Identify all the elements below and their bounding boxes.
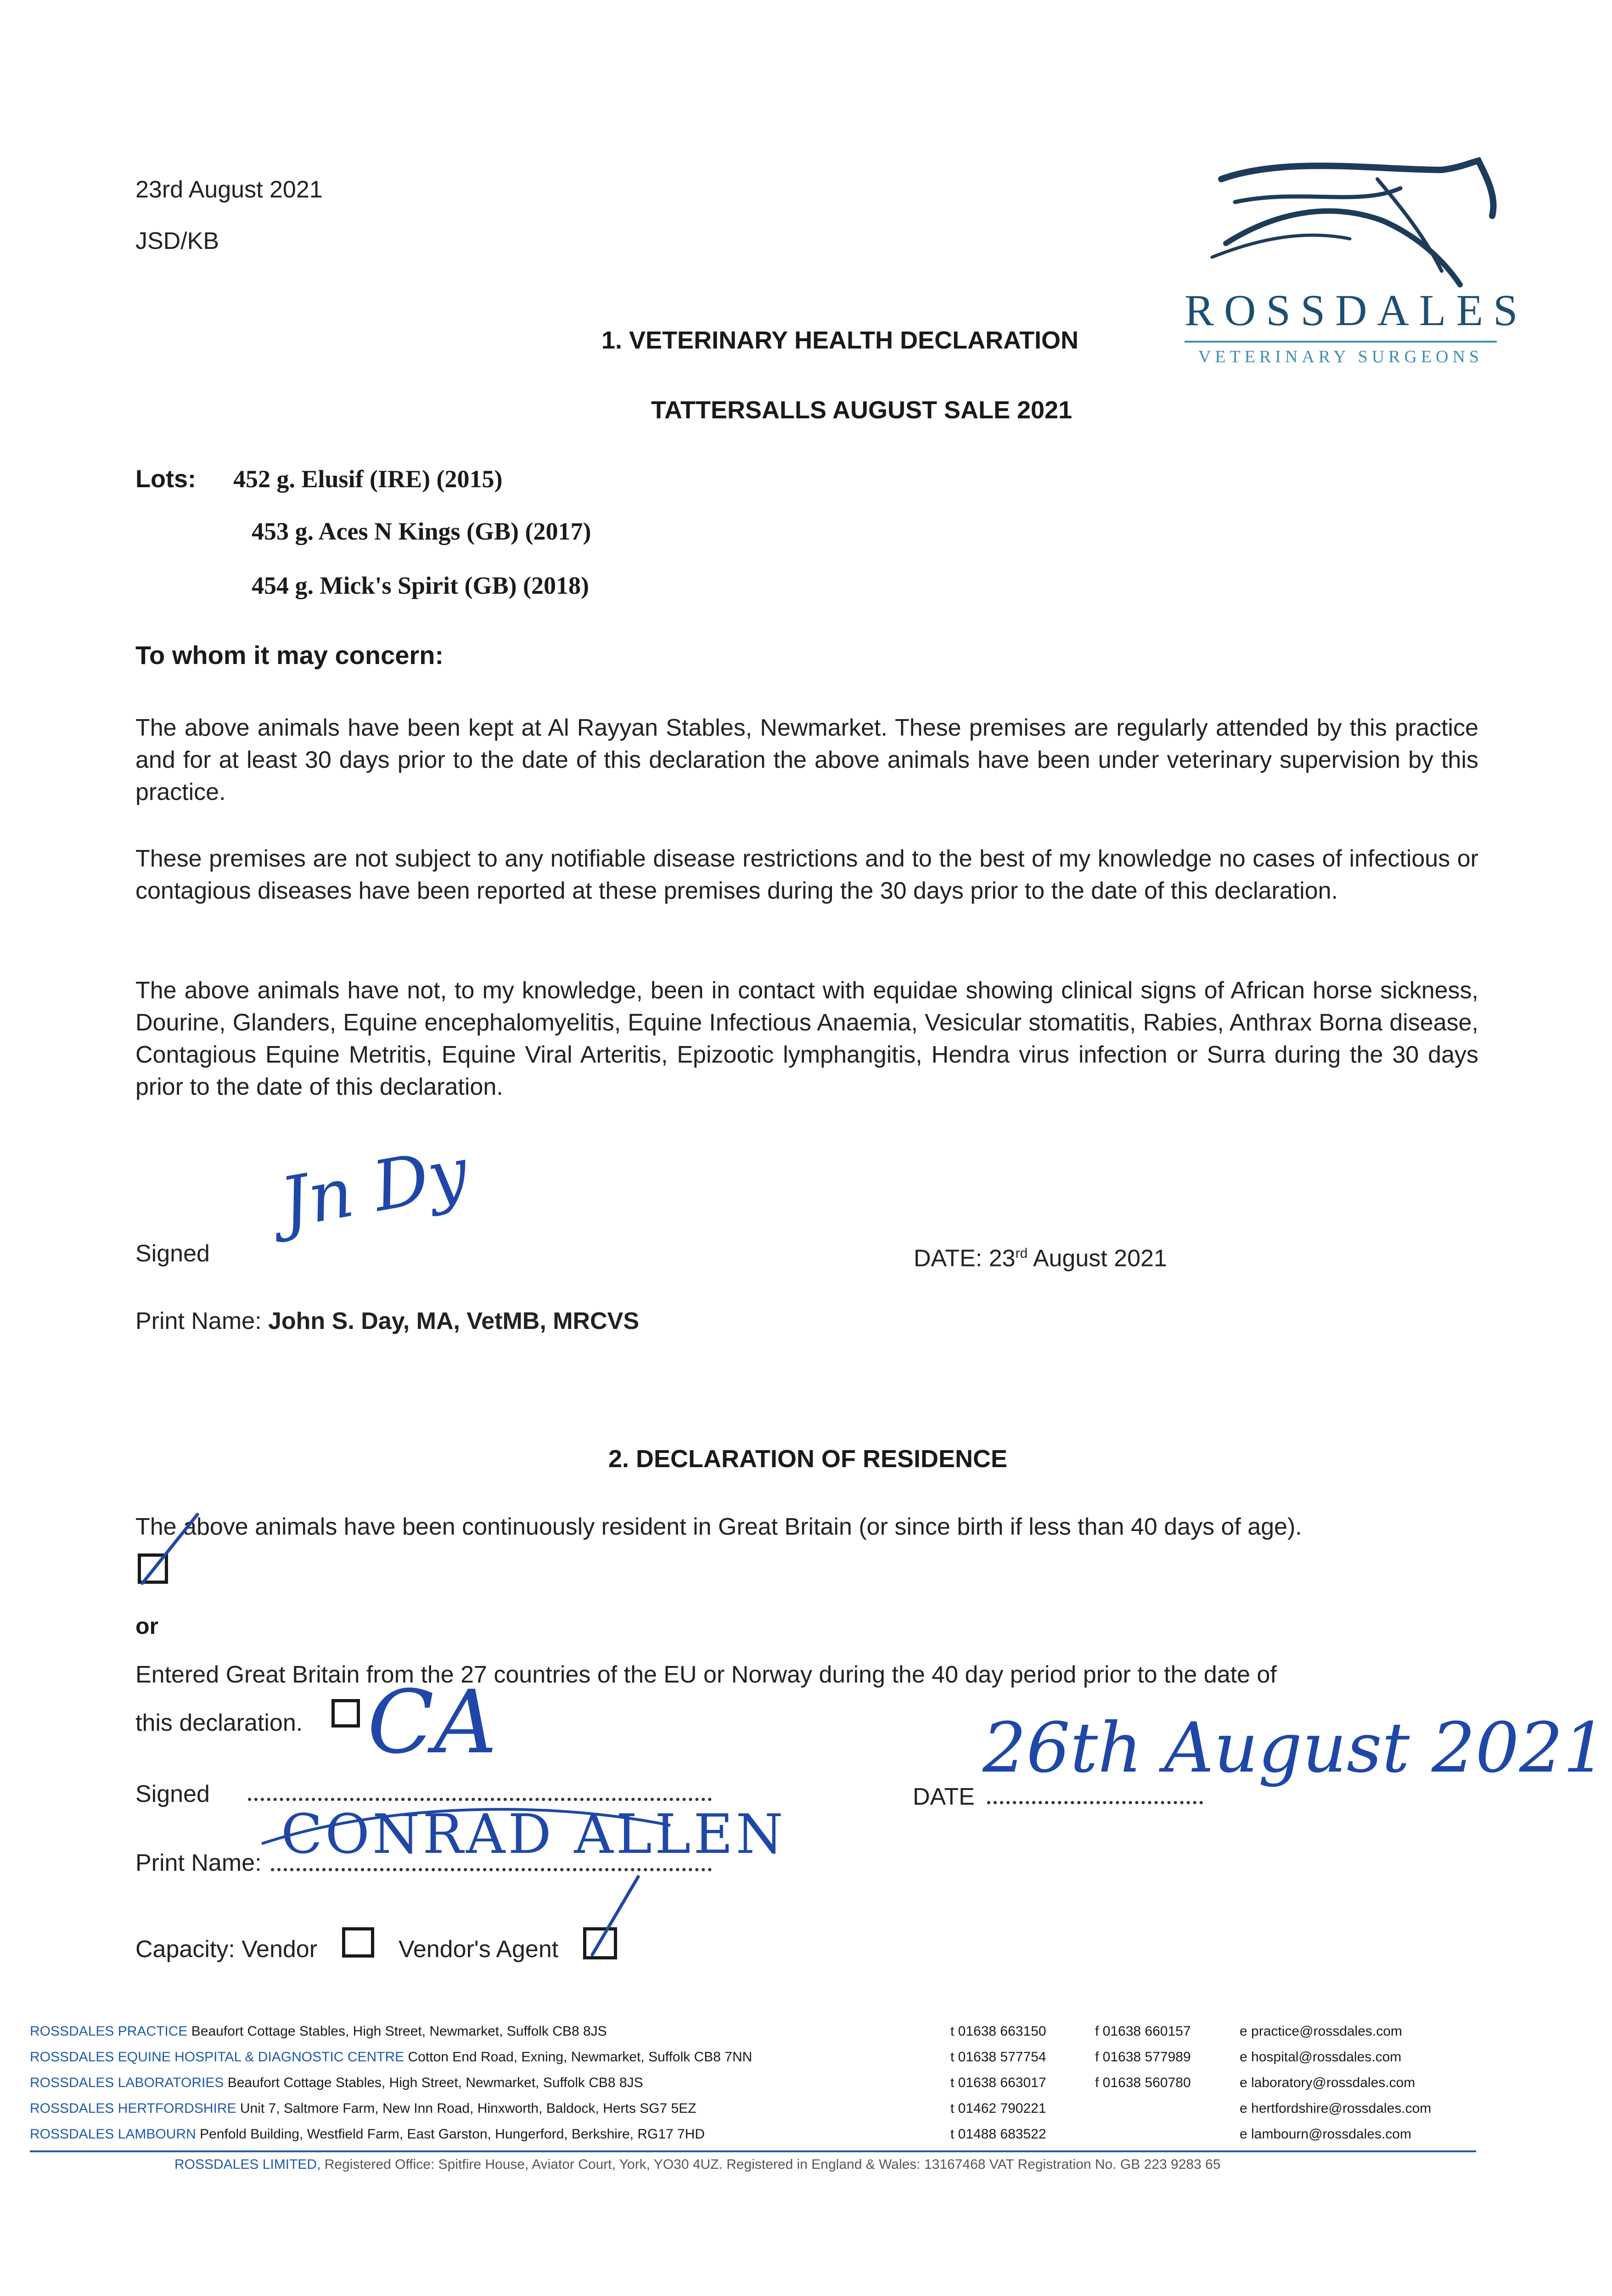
check-mark-icon [588,1872,643,1959]
vet-signature: Jn Dy [275,1132,474,1244]
handwritten-name: CONRAD ALLEN [281,1802,786,1866]
footer-org: ROSSDALES EQUINE HOSPITAL & DIAGNOSTIC CENTRE [30,2049,404,2065]
footer-row [30,2044,1476,2070]
capacity-label: Capacity: Vendor [135,1936,318,1963]
name-underline-stroke [257,1793,680,1857]
rossdales-logo [1185,152,1528,372]
section1-heading: 1. VETERINARY HEALTH DECLARATION [601,326,1079,354]
footer-address: Beaufort Cottage Stables, High Street, Newmarket, Suffolk CB8 8JS [191,2024,607,2039]
logo-tagline: VETERINARY SURGEONS [1198,347,1483,366]
paragraph-supervision: The above animals have been kept at Al Rayyan Stables, Newmarket. These premises are regularly attended by this practice and for at least 30 days prior to the date of this declaration the above animals have been under veterinary supervision by this practice. [135,715,1478,805]
footer-row [30,2070,1476,2096]
footer-contacts [30,2019,1476,2147]
vet-print-name: Print Name: John S. Day, MA, VetMB, MRCVS [135,1308,640,1334]
footer-address: Cotton End Road, Exning, Newmarket, Suffolk CB8 7NN [408,2049,753,2065]
print-name-line[interactable] [271,1868,712,1871]
print-name-label: Print Name: [135,1850,262,1876]
vendor-signature: CA [367,1671,497,1773]
footer-email[interactable]: e laboratory@rossdales.com [1240,2075,1415,2090]
vendor-checkbox[interactable] [342,1927,374,1960]
lot-item: 453 g. Aces N Kings (GB) (2017) [252,518,591,545]
date-line[interactable] [987,1801,1203,1804]
vendor-agent-checkbox[interactable] [583,1927,617,1962]
footer-row [30,2019,1476,2044]
footer-tel: t 01488 683522 [950,2127,1046,2142]
lots-label: Lots: [135,465,196,493]
registered-office: ROSSDALES LIMITED, Registered Office: Spitfire House, Aviator Court, York, YO30 4UZ. Registered in England & Wales: 13167468 VAT Registration No. GB 223 9283 65 [174,2157,1221,2172]
vendor-agent-label: Vendor's Agent [399,1936,559,1963]
footer-fax: f 01638 660157 [1095,2024,1191,2039]
footer-org: ROSSDALES LAMBOURN [30,2127,196,2142]
statement-entered: Entered Great Britain from the 27 countries of the EU or Norway during the 40 day period prior to the date of [135,1661,1277,1688]
paragraph-disease-restrictions: These premises are not subject to any notifiable disease restrictions and to the best of my knowledge no cases of infectious or contagious diseases have been reported at these premises during the 30 days prior to the date of this declaration. [135,845,1478,904]
signed-label: Signed [135,1781,210,1807]
footer-org: ROSSDALES LABORATORIES [30,2075,224,2090]
check-mark-icon [138,1510,207,1588]
footer-org: ROSSDALES PRACTICE [30,2024,188,2039]
handwritten-date: 26th August 2021 [983,1708,1607,1788]
or-label: or [135,1613,158,1639]
horse-logo-icon [1185,152,1497,289]
footer-address: Unit 7, Saltmore Farm, New Inn Road, Hinxworth, Baldock, Herts SG7 5EZ [240,2101,696,2116]
footer-row [30,2096,1476,2122]
logo-name: ROSSDALES [1185,286,1528,335]
footer-address: Penfold Building, Westfield Farm, East Garston, Hungerford, Berkshire, RG17 7HD [200,2127,705,2142]
footer-tel: t 01638 663150 [950,2024,1046,2039]
footer-email[interactable]: e practice@rossdales.com [1240,2024,1402,2039]
footer-fax: f 01638 577989 [1095,2049,1191,2065]
footer-tel: t 01638 577754 [950,2049,1046,2065]
footer-org: ROSSDALES HERTFORDSHIRE [30,2101,236,2116]
signed-label: Signed [135,1240,210,1267]
footer-row [30,2122,1476,2147]
lot-item: 452 g. Elusif (IRE) (2015) [233,465,503,493]
entered-checkbox[interactable] [331,1699,360,1730]
section2-heading: 2. DECLARATION OF RESIDENCE [608,1445,1008,1473]
letter-reference: JSD/KB [135,228,219,254]
footer-tel: t 01638 663017 [950,2075,1046,2090]
salutation: To whom it may concern: [135,641,444,670]
logo-divider [1185,341,1497,343]
resident-checkbox[interactable] [138,1553,168,1586]
statement-resident: The above animals have been continuously resident in Great Britain (or since birth if less than 40 days of age). [135,1514,1302,1540]
lot-item: 454 g. Mick's Spirit (GB) (2018) [252,572,589,599]
statement-entered-end: this declaration. [135,1710,303,1736]
letter-date: 23rd August 2021 [135,176,323,203]
footer-address: Beaufort Cottage Stables, High Street, Newmarket, Suffolk CB8 8JS [227,2075,643,2090]
date-label: DATE [913,1784,975,1810]
footer-email[interactable]: e lambourn@rossdales.com [1240,2127,1411,2142]
declaration-date: DATE: 23rd August 2021 [914,1245,1167,1272]
footer-tel: t 01462 790221 [950,2101,1046,2116]
footer-email[interactable]: e hospital@rossdales.com [1240,2049,1402,2065]
section1-subheading: TATTERSALLS AUGUST SALE 2021 [651,396,1073,424]
footer-fax: f 01638 560780 [1095,2075,1191,2090]
footer-email[interactable]: e hertfordshire@rossdales.com [1240,2101,1432,2116]
paragraph-contact: The above animals have not, to my knowledge, been in contact with equidae showing clinical signs of African horse sickness, Dourine, Glanders, Equine encephalomyelitis, Equine Infectious Anaemia, Vesicular stomatitis, Rabies, Anthrax Borna disease, Contagious Equine Metritis, Equine Viral Arteritis, Epizootic lymphangitis, Hendra virus infection or Surra during the 30 days prior to the date of this declaration. [135,977,1478,1100]
